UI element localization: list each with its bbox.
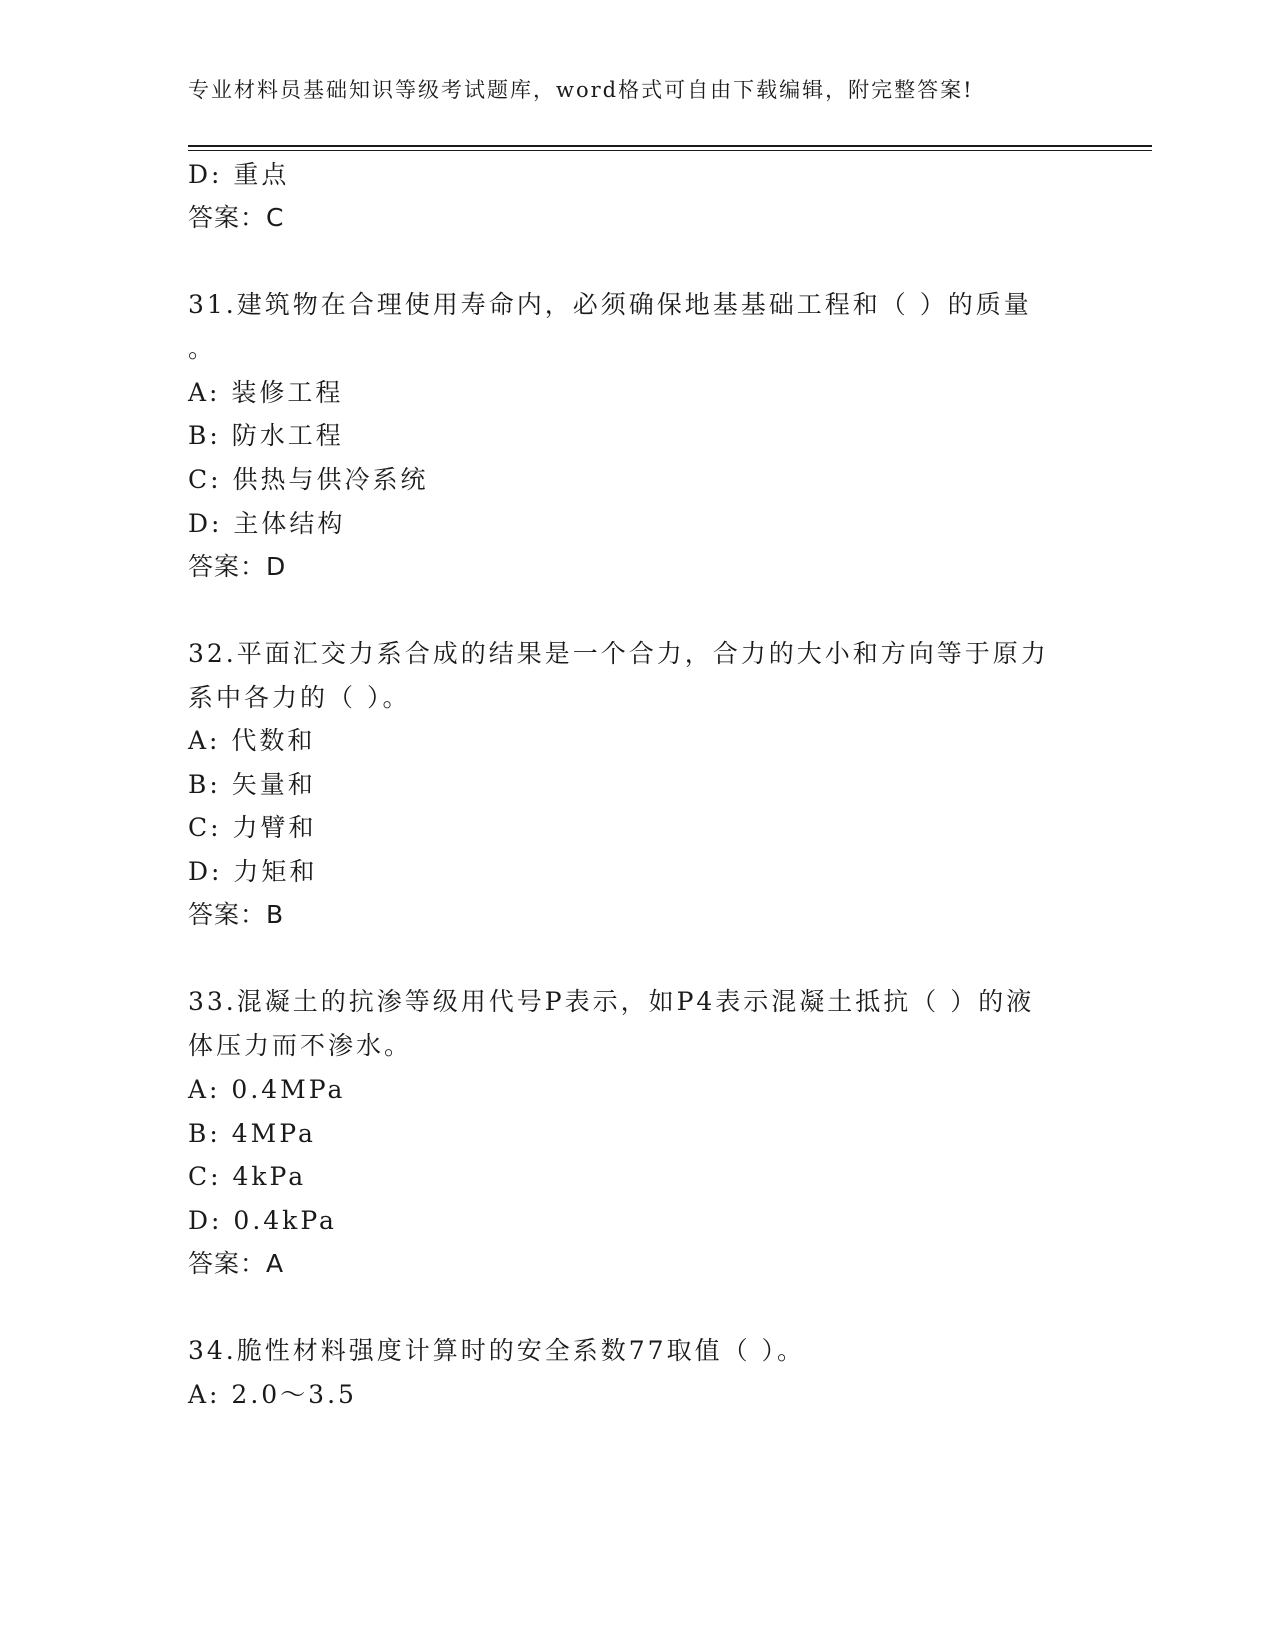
q30-answer: 答案：C [188,203,285,232]
q33-option-b: B: 4MPa [188,1119,316,1148]
q31-option-b: B: 防水工程 [188,421,344,450]
q33-option-d: D: 0.4kPa [188,1206,337,1235]
q32-answer: 答案：B [188,900,285,929]
page-header: 专业材料员基础知识等级考试题库，word格式可自由下载编辑，附完整答案! [188,78,974,102]
q31-option-d: D: 主体结构 [188,509,346,538]
q33-answer: 答案：A [188,1249,285,1278]
q34-stem-line1: 34.脆性材料强度计算时的安全系数77取值（ ）。 [188,1336,806,1365]
q34-option-a: A: 2.0～3.5 [188,1380,357,1409]
q33-option-a: A: 0.4MPa [188,1075,346,1104]
q32-option-a: A: 代数和 [188,726,316,755]
q32-option-c: C: 力臂和 [188,813,317,842]
header-rule-thin [188,150,1152,151]
q31-option-a: A: 装修工程 [188,378,344,407]
q31-stem-line1: 31.建筑物在合理使用寿命内，必须确保地基基础工程和（ ）的质量 [188,290,1032,319]
header-rule-thick [188,145,1152,147]
q30-option-d: D: 重点 [188,160,290,189]
q31-stem-line2: 。 [188,334,217,363]
q32-option-d: D: 力矩和 [188,857,318,886]
q33-option-c: C: 4kPa [188,1162,307,1191]
q31-answer: 答案：D [188,552,287,581]
q32-stem-line2: 系中各力的（ ）。 [188,683,411,712]
q32-option-b: B: 矢量和 [188,770,316,799]
q32-stem-line1: 32.平面汇交力系合成的结果是一个合力，合力的大小和方向等于原力 [188,639,1049,668]
q33-stem-line2: 体压力而不渗水。 [188,1031,413,1060]
q33-stem-line1: 33.混凝土的抗渗等级用代号P表示，如P4表示混凝土抵抗（ ）的液 [188,987,1035,1016]
q31-option-c: C: 供热与供冷系统 [188,465,429,494]
